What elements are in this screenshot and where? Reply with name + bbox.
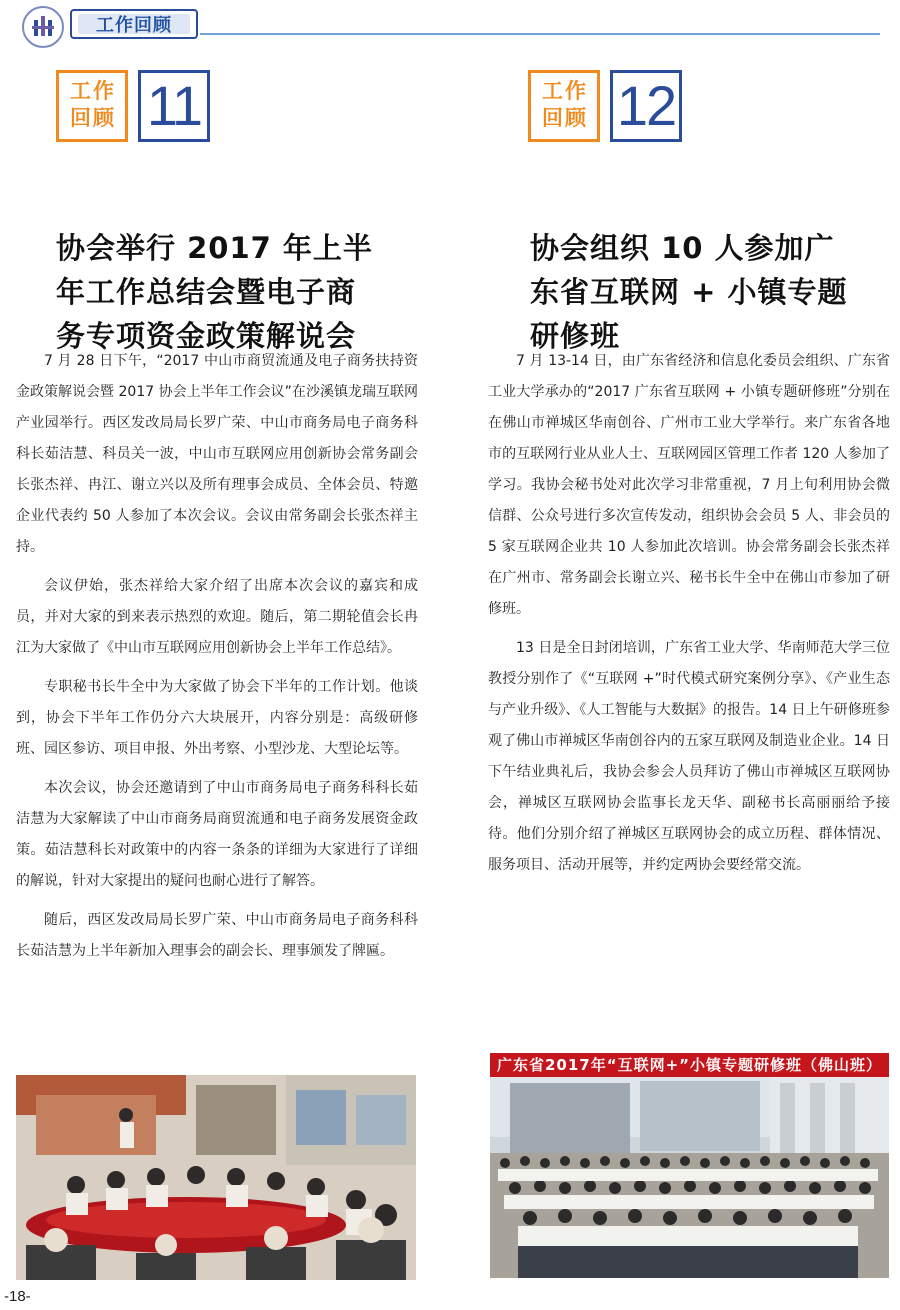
paragraph: 7 月 28 日下午，“2017 中山市商贸流通及电子商务扶持资金政策解说会暨 2017 协会上半年工作会议”在沙溪镇龙瑞互联网产业园举行。西区发改局局长罗广荣、中山市商务局电子商务科科长茹洁慧、科员关一波，中山市互联网应用创新协会常务副会长张杰祥、冉江、谢立兴以及所有理事会成员、全体会员、特邀企业代表约 50 人参加了本次会议。会议由常务副会长张杰祥主持。: [16, 353, 418, 555]
marker-tag: [56, 70, 128, 142]
paragraph: 随后，西区发改局局长罗广荣、中山市商务局电子商务科科长茹洁慧为上半年新加入理事会的副会长、理事颁发了牌匾。: [16, 912, 418, 959]
group-photo-banner: 广东省2017年“互联网+”小镇专题研修班（佛山班）: [490, 1053, 889, 1077]
title-line: 东省互联网 + 小镇专题: [530, 275, 848, 309]
group-photo-image: [490, 1053, 889, 1278]
article-marker-11: [56, 70, 216, 142]
article-body-left: [16, 346, 418, 975]
paragraph: 本次会议，协会还邀请到了中山市商务局电子商务科科长茹洁慧为大家解读了中山市商务局商贸流通和电子商务发展资金政策。茹洁慧科长对政策中的内容一条条的详细为大家进行了详细的解说，针对大家提出的疑问也耐心进行了解答。: [16, 780, 418, 889]
marker-tag-label: 工作回顾: [542, 79, 588, 130]
header-rule: [200, 33, 880, 35]
logo-mark-icon: [28, 12, 58, 42]
paragraph: 13 日是全日封闭培训，广东省工业大学、华南师范大学三位教授分别作了《“互联网 +”时代模式研究案例分享》、《产业生态与产业升级》、《人工智能与大数据》的报告。14 日上午研修班参观了佛山市禅城区华南创谷内的五家互联网及制造业企业。14 日下午结业典礼后，我协会参会人员拜访了佛山市禅城区互联网协会，禅城区互联网协会监事长龙天华、副秘书长高丽丽给予接待。他们分别介绍了禅城区互联网协会的成立历程、群体情况、服务项目、活动开展等，并约定两协会要经常交流。: [488, 640, 890, 873]
title-line: 协会组织 10 人参加广: [530, 231, 835, 265]
page-number: -18-: [4, 1288, 31, 1305]
group-photo: [490, 1053, 889, 1278]
marker-number: 12: [610, 70, 682, 142]
article-body-right: [488, 346, 890, 889]
meeting-photo: [16, 1075, 416, 1280]
meeting-photo-image: [16, 1075, 416, 1280]
paragraph: 会议伊始，张杰祥给大家介绍了出席本次会议的嘉宾和成员，并对大家的到来表示热烈的欢迎。随后，第二期轮值会长冉江为大家做了《中山市互联网应用创新协会上半年工作总结》。: [16, 578, 418, 656]
marker-tag: [528, 70, 600, 142]
title-line: 年工作总结会暨电子商: [56, 275, 357, 309]
paragraph: 7 月 13-14 日，由广东省经济和信息化委员会组织、广东省工业大学承办的“2017 广东省互联网 + 小镇专题研修班”分别在在佛山市禅城区华南创谷、广州市工业大学举行。来广东省各地市的互联网行业从业人士、互联网园区管理工作者 120 人参加了学习。我协会秘书处对此次学习非常重视，7 月上旬利用协会微信群、公众号进行多次宣传发动，组织协会会员 5 人、非会员的 5 家互联网企业共 10 人参加此次培训。协会常务副会长张杰祥在广州市、常务副会长谢立兴、秘书长牛全中在佛山市参加了研修班。: [488, 353, 890, 617]
section-badge-label: 工作回顾: [78, 14, 190, 34]
association-logo: [22, 6, 64, 48]
marker-tag-label: 工作回顾: [70, 79, 116, 130]
title-line: 协会举行 2017 年上半: [56, 231, 373, 265]
article-title-left: [56, 226, 436, 358]
article-marker-12: [528, 70, 688, 142]
marker-number: 11: [138, 70, 210, 142]
title-line: 研修班: [530, 319, 621, 353]
section-badge: [70, 9, 198, 39]
paragraph: 专职秘书长牛全中为大家做了协会下半年的工作计划。他谈到，协会下半年工作仍分六大块展开，内容分别是：高级研修班、园区参访、项目申报、外出考察、小型沙龙、大型论坛等。: [16, 679, 418, 757]
article-title-right: [530, 226, 890, 358]
title-line: 务专项资金政策解说会: [56, 319, 357, 353]
